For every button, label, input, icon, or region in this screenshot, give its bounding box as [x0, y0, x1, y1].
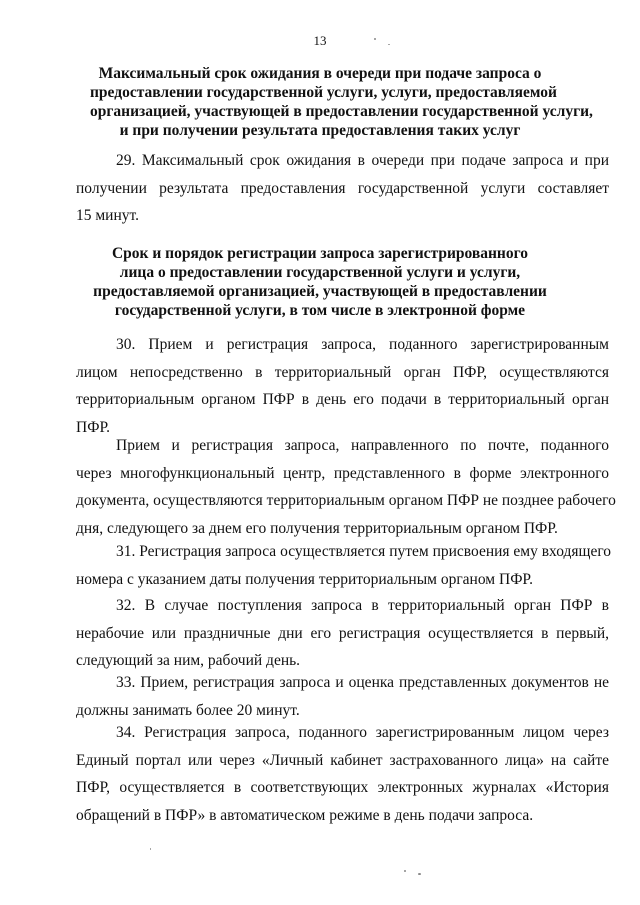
- paragraph-line: 34. Регистрация запроса, поданного зарегистрированным лицом через: [116, 724, 609, 741]
- paragraph-line: номера с указанием даты получения территориальным органом ПФР.: [76, 570, 533, 588]
- heading-line: государственной услуги, в том числе в электронной форме: [114, 302, 526, 319]
- paragraph-line: Прием и регистрация запроса, направленного по почте, поданного: [116, 437, 609, 454]
- paragraph-34: [76, 719, 609, 829]
- page-number: 13: [313, 33, 327, 48]
- paragraph-line: следующий за ним, рабочий день.: [76, 652, 301, 669]
- section-heading-registration: [90, 244, 550, 320]
- paragraph-32: [76, 592, 609, 675]
- heading-line: и при получении результата предоставления таких услуг: [119, 122, 521, 139]
- paragraph-line: 33. Прием, регистрация запроса и оценка представленных документов не: [116, 674, 609, 691]
- heading-line: лица о предоставлении государственной услуги и услуги,: [119, 264, 521, 281]
- paragraph-29: [76, 147, 609, 230]
- paragraph-line: ПФР.: [76, 418, 110, 436]
- paragraph-line: должны занимать более 20 минут.: [76, 701, 300, 719]
- scan-speck: [388, 44, 390, 45]
- paragraph-33: [76, 669, 609, 724]
- scan-speck: [150, 848, 151, 850]
- paragraph-line: 29. Максимальный срок ожидания в очереди при подаче запроса и при: [116, 152, 609, 169]
- scan-speck: [418, 873, 421, 875]
- paragraph-line: получении результата предоставления государственной услуги составляет: [76, 179, 609, 197]
- paragraph-line: Единый портал или через «Личный кабинет застрахованного лица» на сайте: [76, 751, 609, 769]
- heading-line: Срок и порядок регистрации запроса зарегистрированного: [111, 245, 529, 262]
- paragraph-line: территориальным органом ПФР в день его подачи в территориальный орган: [76, 391, 609, 408]
- paragraph-30: [76, 331, 609, 441]
- paragraph-line: обращений в ПФР» в автоматическом режиме в день подачи запроса.: [76, 806, 534, 824]
- heading-line: предоставляемой организацией, участвующей в предоставлении: [93, 283, 547, 300]
- paragraph-line: 32. В случае поступления запроса в территориальный орган ПФР в: [116, 597, 609, 614]
- paragraph-31: [76, 538, 612, 593]
- paragraph-line: нерабочие или праздничные дни его регистрация осуществляется в первый,: [76, 624, 609, 642]
- paragraph-line: 15 минут.: [76, 207, 140, 224]
- paragraph-line: через многофункциональный центр, представленного в форме электронного: [76, 464, 609, 482]
- paragraph-line: ПФР, осуществляется в соответствующих электронных журналах «История: [76, 779, 609, 796]
- paragraph-line: документа, осуществляются территориальным органом ПФР не позднее рабочего: [76, 492, 616, 509]
- scan-speck: [374, 38, 376, 40]
- paragraph-line: 30. Прием и регистрация запроса, поданного зарегистрированным: [116, 336, 609, 353]
- heading-line: организацией, участвующей в предоставлении государственной услуги,: [90, 103, 593, 120]
- paragraph-line: дня, следующего за днем его получения территориальным органом ПФР.: [76, 519, 558, 537]
- heading-line: предоставлении государственной услуги, услуги, предоставляемой: [90, 84, 557, 101]
- scan-speck: [404, 870, 406, 872]
- section-heading-queue-time: [90, 64, 593, 140]
- heading-line: Максимальный срок ожидания в очереди при подаче запроса о: [98, 65, 542, 82]
- paragraph-line: лицом непосредственно в территориальный орган ПФР, осуществляются: [76, 363, 609, 381]
- paragraph-line: 31. Регистрация запроса осуществляется путем присвоения ему входящего: [116, 543, 612, 560]
- paragraph-30-continued: [76, 432, 616, 542]
